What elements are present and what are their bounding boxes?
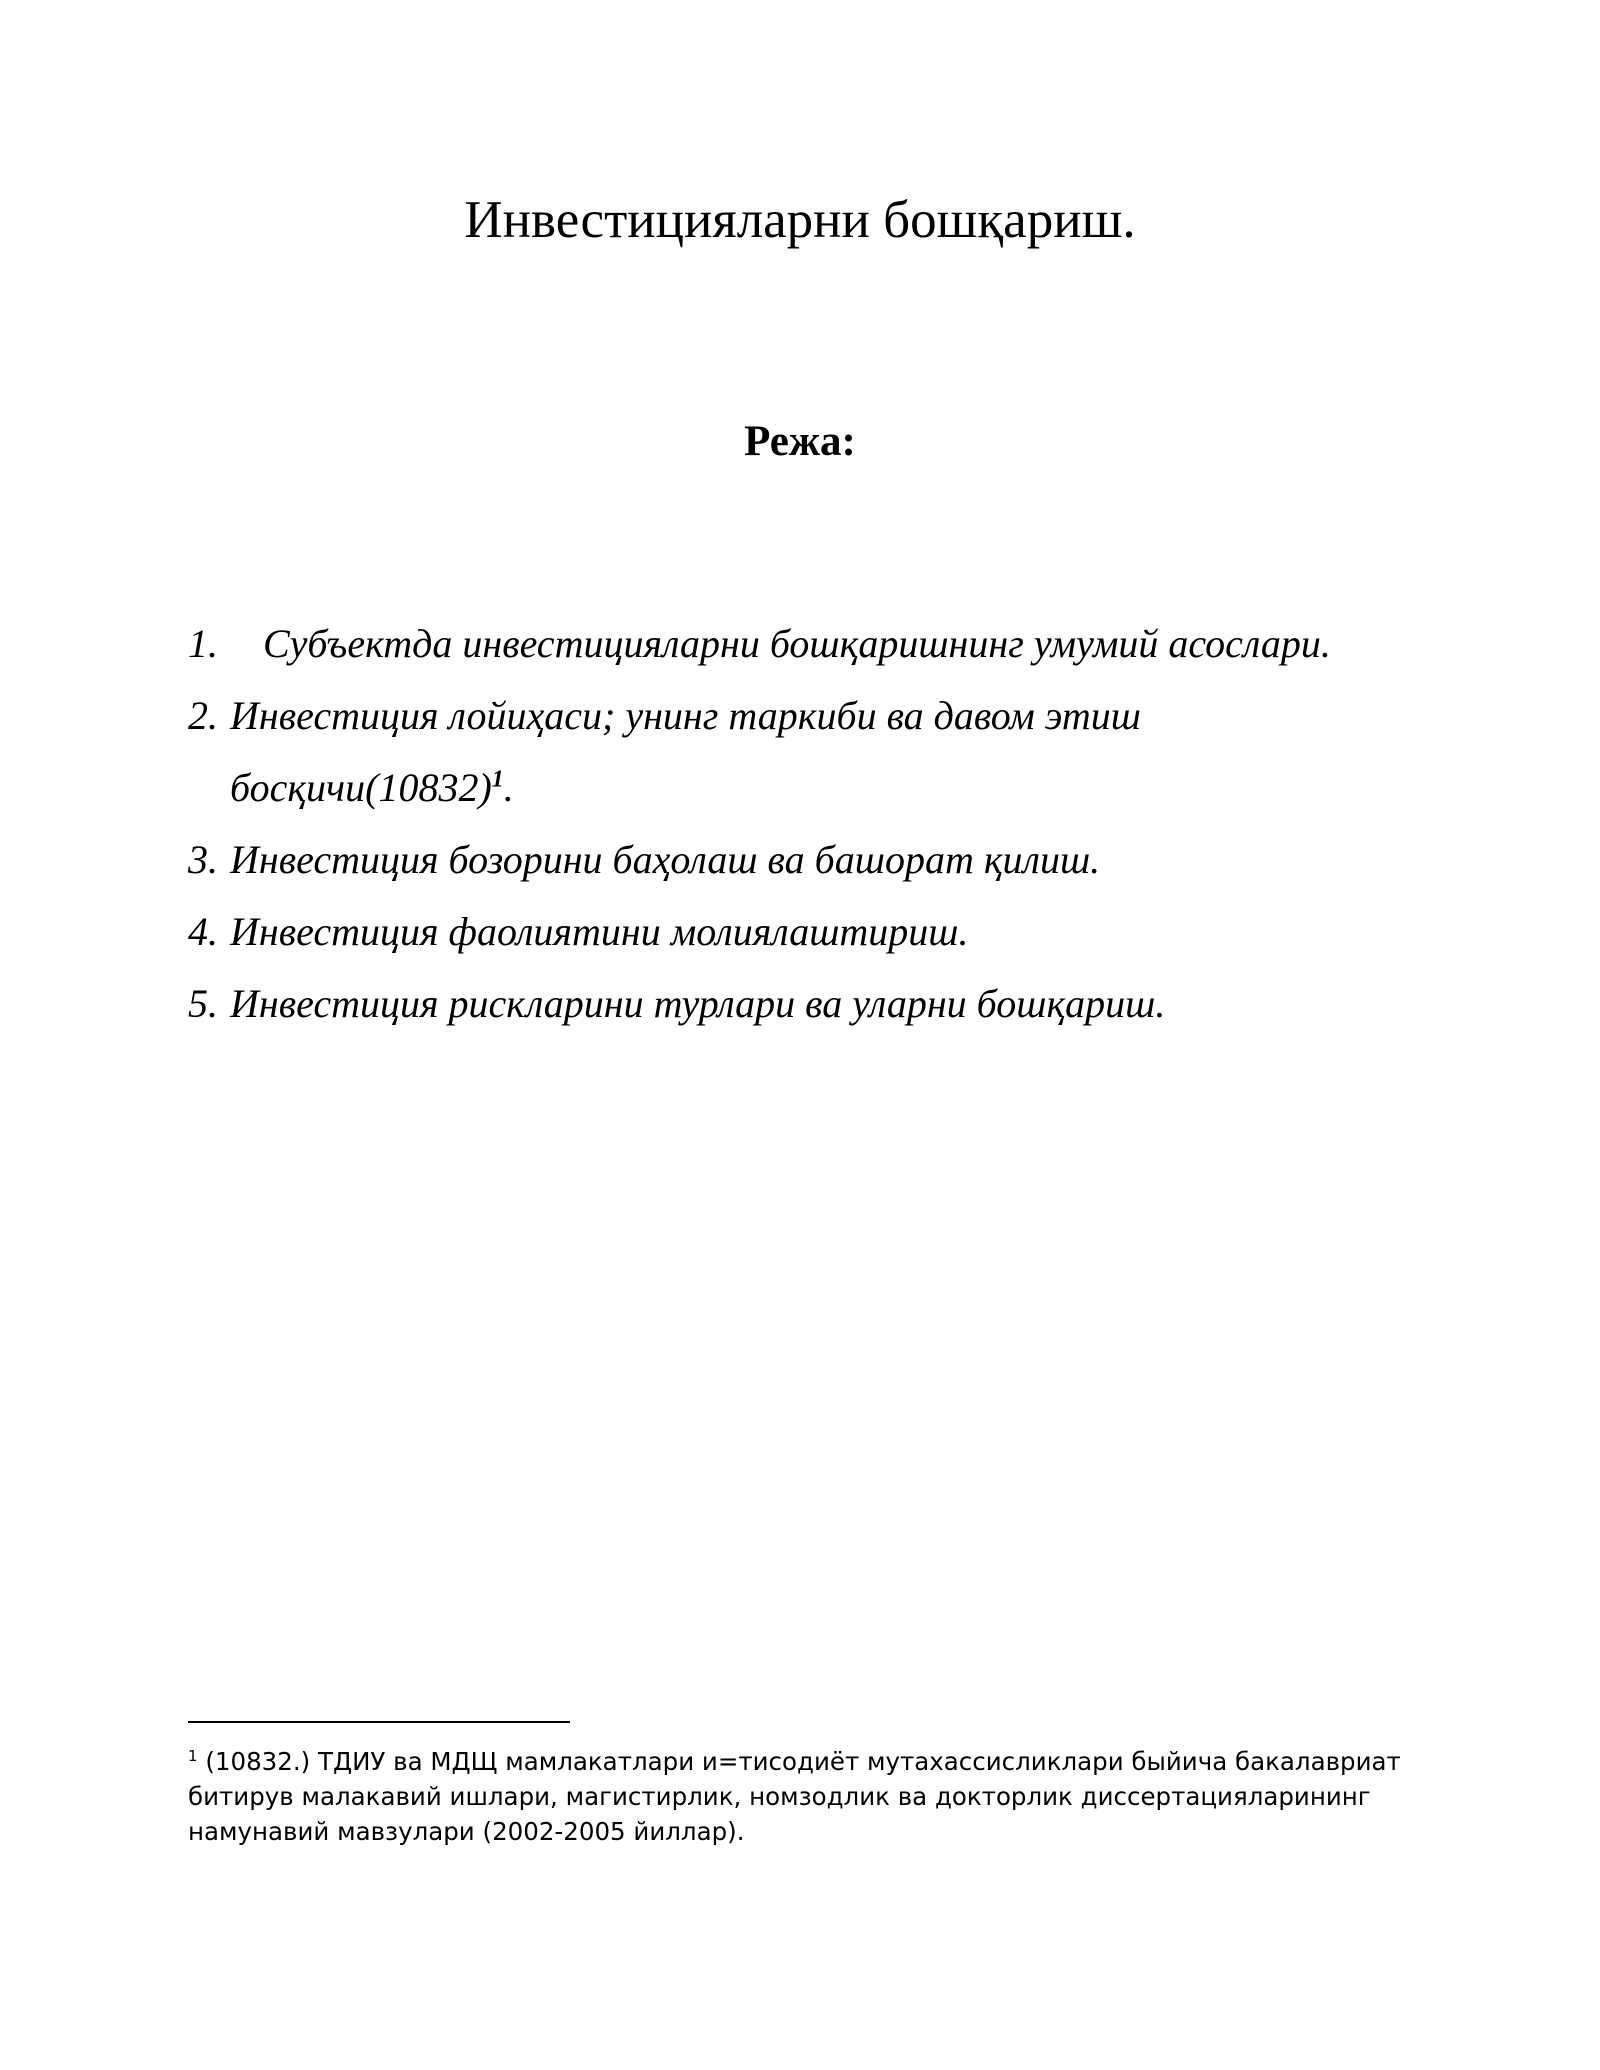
- plan-item-text: Инвестиция лойиҳаси; унинг таркиби ва давом этиш босқичи(10832): [230, 693, 1141, 810]
- plan-item-2: [188, 680, 1418, 824]
- plan-item-text: Субъектда инвестицияларни бошқаришнинг умумий асослари.: [263, 621, 1331, 666]
- plan-item-number: 1.: [188, 621, 218, 666]
- plan-list: [188, 608, 1418, 1040]
- plan-item-number: 3.: [188, 837, 218, 882]
- plan-item-5: [188, 968, 1418, 1040]
- footnote: [188, 1744, 1428, 1849]
- plan-item-3: [188, 824, 1418, 896]
- plan-item-text: Инвестиция бозорини баҳолаш ва башорат қилиш.: [230, 837, 1101, 882]
- plan-item-number: 5.: [188, 981, 218, 1026]
- plan-item-text: Инвестиция фаолиятини молиялаштириш.: [230, 909, 969, 954]
- footnote-text: (10832.) ТДИУ ва МДЩ мамлакатлари и=тисодиёт мутахассисликлари быйича бакалавриат битирув малакавий ишлари, магистирлик, номзодлик ва докторлик диссертацияларининг намунавий мавзулари (2002-2005 йиллар).: [188, 1747, 1401, 1846]
- footnote-separator: [188, 1721, 570, 1723]
- plan-heading: Режа:: [744, 418, 856, 465]
- plan-item-4: [188, 896, 1418, 968]
- page-title: Инвестицияларни бошқариш.: [464, 191, 1136, 249]
- footnote-marker: 1: [188, 1746, 198, 1765]
- footnote-reference[interactable]: 1: [491, 766, 504, 793]
- plan-item-number: 4.: [188, 909, 218, 954]
- plan-item-text: Инвестиция рискларини турлари ва уларни бошқариш.: [230, 981, 1166, 1026]
- plan-item-1: [188, 608, 1418, 680]
- plan-item-number: 2.: [188, 693, 218, 738]
- plan-item-suffix: .: [503, 765, 514, 810]
